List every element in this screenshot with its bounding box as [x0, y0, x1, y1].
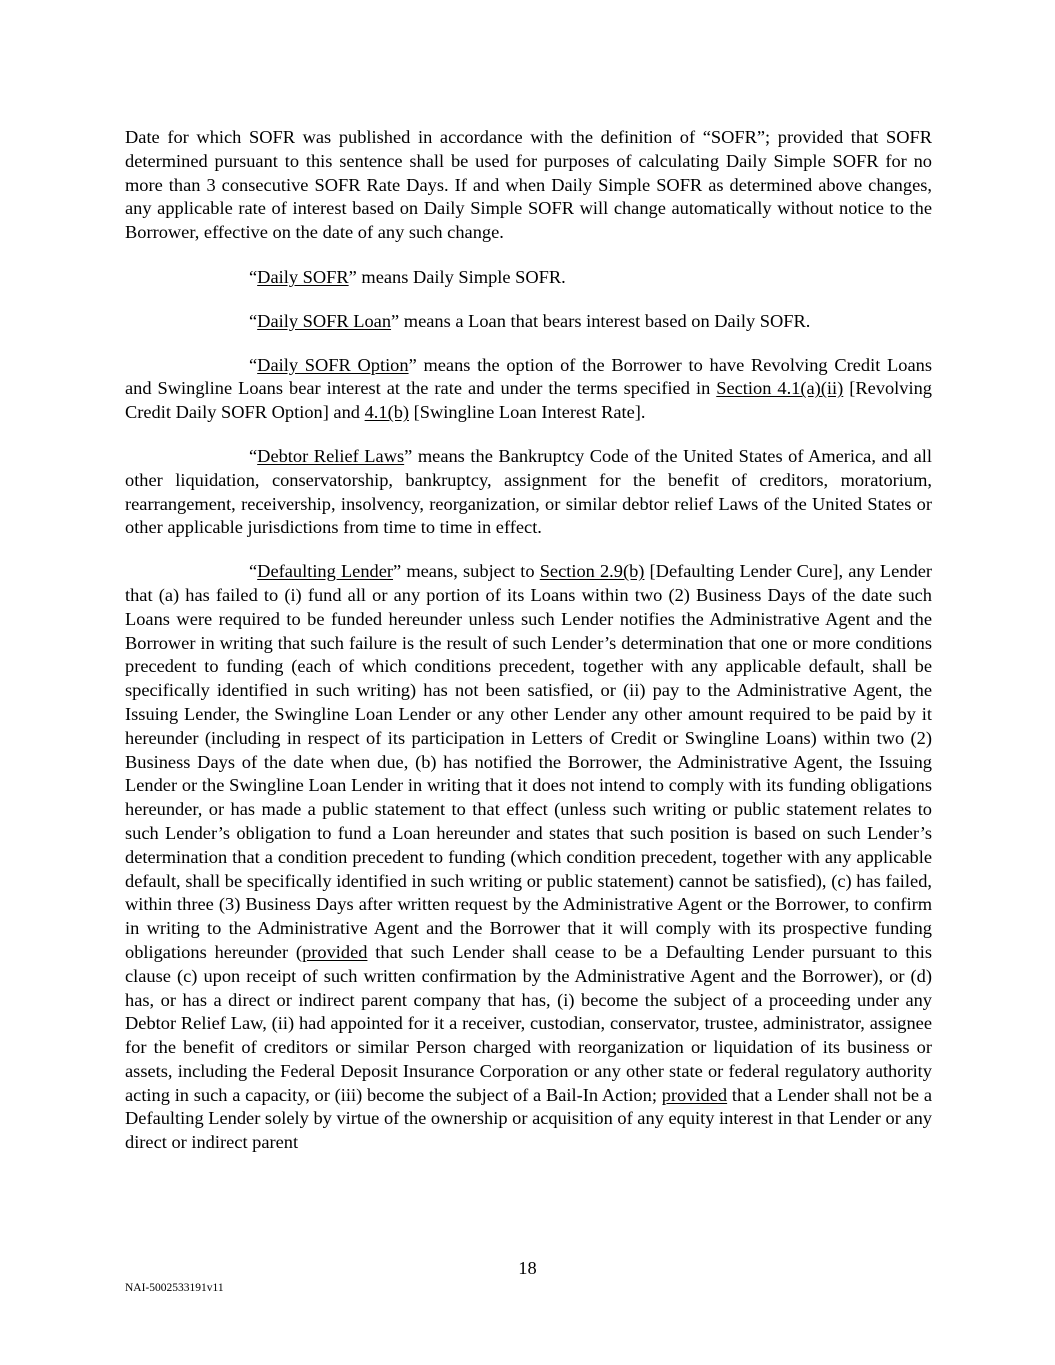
defined-term: Daily SOFR [257, 266, 349, 287]
document-id: NAI-5002533191v11 [125, 1282, 224, 1294]
defined-term: Daily SOFR Loan [257, 310, 392, 331]
definition-daily-sofr: “Daily SOFR” means Daily Simple SOFR. [249, 266, 566, 287]
defined-term: Defaulting Lender [257, 561, 394, 582]
definition-defaulting-lender: “Defaulting Lender” means, subject to Section 2.9(b) [Defaulting Lender Cure], any Lender that (a) has failed to (i) fund all or any portion of its Loans within two (2) Business Days of the date such Loans were required to be funded hereunder unless such Lender notifies the Administrative Agent and the Borrower in writing that such failure is the result of such Lender’s determination that one or more conditions precedent to funding (each of which conditions precedent, together with any applicable default, shall be specifically identified in such writing) has not been satisfied, or (ii) pay to the Administrative Agent, the Issuing Lender, the Swingline Loan Lender or any other Lender any other amount required to be paid by it hereunder (including in respect of its participation in Letters of Credit or Swingline Loans) within two (2) Business Days of the date when due, (b) has notified the Borrower, the Administrative Agent, the Issuing Lender or the Swingline Loan Lender in writing that it does not intend to comply with its funding obligations hereunder, or has made a public statement to that effect (unless such writing or public statement relates to such Lender’s obligation to fund a Loan hereunder and states that such position is based on such Lender’s determination that a condition precedent to funding (which condition precedent, together with any applicable default, shall be specifically identified in such writing or public statement) cannot be satisfied), (c) has failed, within three (3) Business Days after written request by the Administrative Agent or the Borrower, to confirm in writing to the Administrative Agent and the Borrower that it will comply with its prospective funding obligations hereunder (provided that such Lender shall cease to be a Defaulting Lender pursuant to this clause (c) upon receipt of such written confirmation by the Administrative Agent and the Borrower), or (d) has, or has a direct or indirect parent company that has, (i) become the subject of a proceeding under any Debtor Relief Law, (ii) had appointed for it a receiver, custodian, conservator, trustee, administrator, assignee for the benefit of creditors or similar Person charged with reorganization or liquidation of its business or assets, including the Federal Deposit Insurance Corporation or any other state or federal regulatory authority acting in such a capacity, or (iii) become the subject of a Bail-In Action; provided that a Lender shall not be a Defaulting Lender solely by virtue of the ownership or acquisition of any equity interest in that Lender or any direct or indirect parent [125, 561, 933, 1153]
section-reference: Section 2.9(b) [539, 561, 645, 582]
defined-term: Debtor Relief Laws [257, 445, 405, 466]
page-number: 18 [518, 1258, 537, 1278]
section-reference: 4.1(b) [364, 402, 410, 423]
definition-debtor-relief-laws: “Debtor Relief Laws” means the Bankruptcy Code of the United States of America, and all other liquidation, conservatorship, bankruptcy, assignment for the benefit of creditors, moratorium, rearrangement, receivership, insolvency, reorganization, or similar debtor relief Laws of the United States or other applicable jurisdictions from time to time in effect. [125, 445, 932, 538]
definition-daily-sofr-loan: “Daily SOFR Loan” means a Loan that bears interest based on Daily SOFR. [249, 310, 811, 331]
provided-term: provided [302, 941, 368, 962]
provided-term: provided [661, 1084, 728, 1105]
defined-term: Daily SOFR Option [257, 354, 409, 375]
section-reference: Section 4.1(a)(ii) [716, 378, 844, 399]
document-body [125, 126, 932, 1175]
continuation-paragraph: Date for which SOFR was published in accordance with the definition of “SOFR”; provided that SOFR determined pursuant to this sentence shall be used for purposes of calculating Daily Simple SOFR for no more than 3 consecutive SOFR Rate Days. If and when Daily Simple SOFR as determined above changes, any applicable rate of interest based on Daily Simple SOFR will change automatically without notice to the Borrower, effective on the date of any such change. [125, 127, 932, 243]
definition-daily-sofr-option: “Daily SOFR Option” means the option of the Borrower to have Revolving Credit Loans and Swingline Loans bear interest at the rate and under the terms specified in Section 4.1(a)(ii) [Revolving Credit Daily SOFR Option] and 4.1(b) [Swingline Loan Interest Rate]. [125, 354, 932, 423]
